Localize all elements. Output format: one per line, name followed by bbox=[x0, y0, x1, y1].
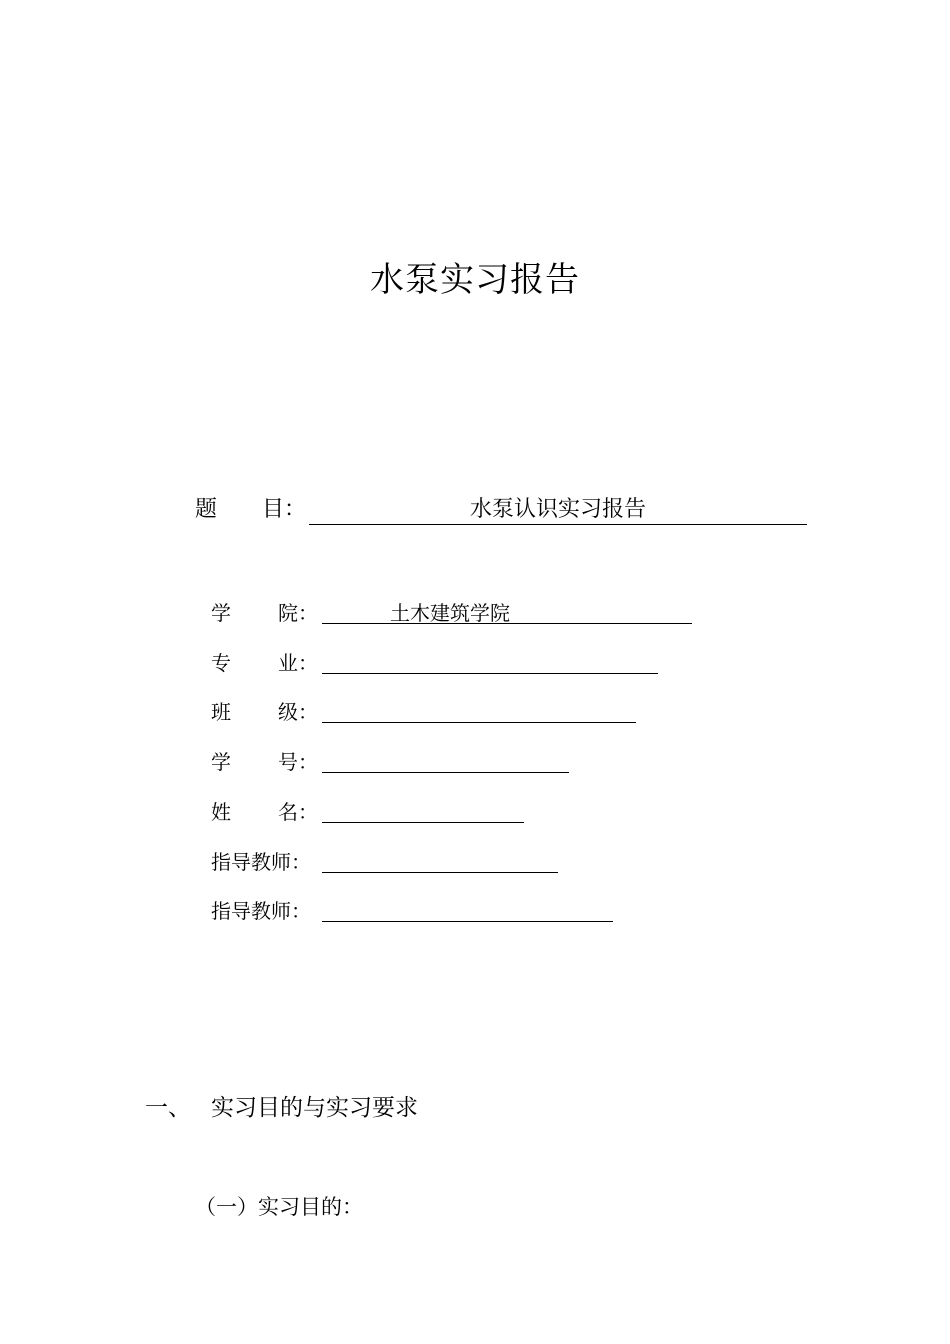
college-label-char-1: 学 bbox=[211, 601, 231, 625]
name-label-char-2: 名： bbox=[278, 800, 318, 824]
topic-underline bbox=[309, 524, 807, 525]
student-id-label-char-1: 学 bbox=[211, 750, 231, 774]
class-label-char-1: 班 bbox=[211, 700, 231, 724]
college-value: 土木建筑学院 bbox=[390, 601, 510, 625]
major-label-char-1: 专 bbox=[211, 651, 231, 675]
advisor-label-2: 指导教师： bbox=[211, 899, 311, 923]
topic-label-char-1: 题 bbox=[195, 497, 218, 522]
student-id-label-char-2: 号： bbox=[278, 750, 318, 774]
advisor-underline-1 bbox=[322, 872, 558, 873]
topic-label-char-2: 目： bbox=[262, 497, 307, 522]
section-heading bbox=[145, 1089, 418, 1122]
section-title: 实习目的与实习要求 bbox=[211, 1095, 418, 1121]
topic-value: 水泵认识实习报告 bbox=[469, 497, 646, 522]
advisor-underline-2 bbox=[322, 921, 613, 922]
college-label-char-2: 院： bbox=[278, 601, 318, 625]
name-label-char-1: 姓 bbox=[211, 800, 231, 824]
major-label-char-2: 业： bbox=[278, 651, 318, 675]
class-underline bbox=[322, 722, 636, 723]
report-title: 水泵实习报告 bbox=[370, 260, 580, 300]
name-underline bbox=[322, 822, 524, 823]
advisor-label-1: 指导教师： bbox=[211, 850, 311, 874]
class-label-char-2: 级： bbox=[278, 700, 318, 724]
section-number: 一、 bbox=[145, 1095, 191, 1121]
student-id-underline bbox=[322, 772, 569, 773]
major-underline bbox=[322, 673, 658, 674]
college-underline bbox=[322, 623, 692, 624]
subsection-heading: （一）实习目的： bbox=[195, 1195, 363, 1219]
